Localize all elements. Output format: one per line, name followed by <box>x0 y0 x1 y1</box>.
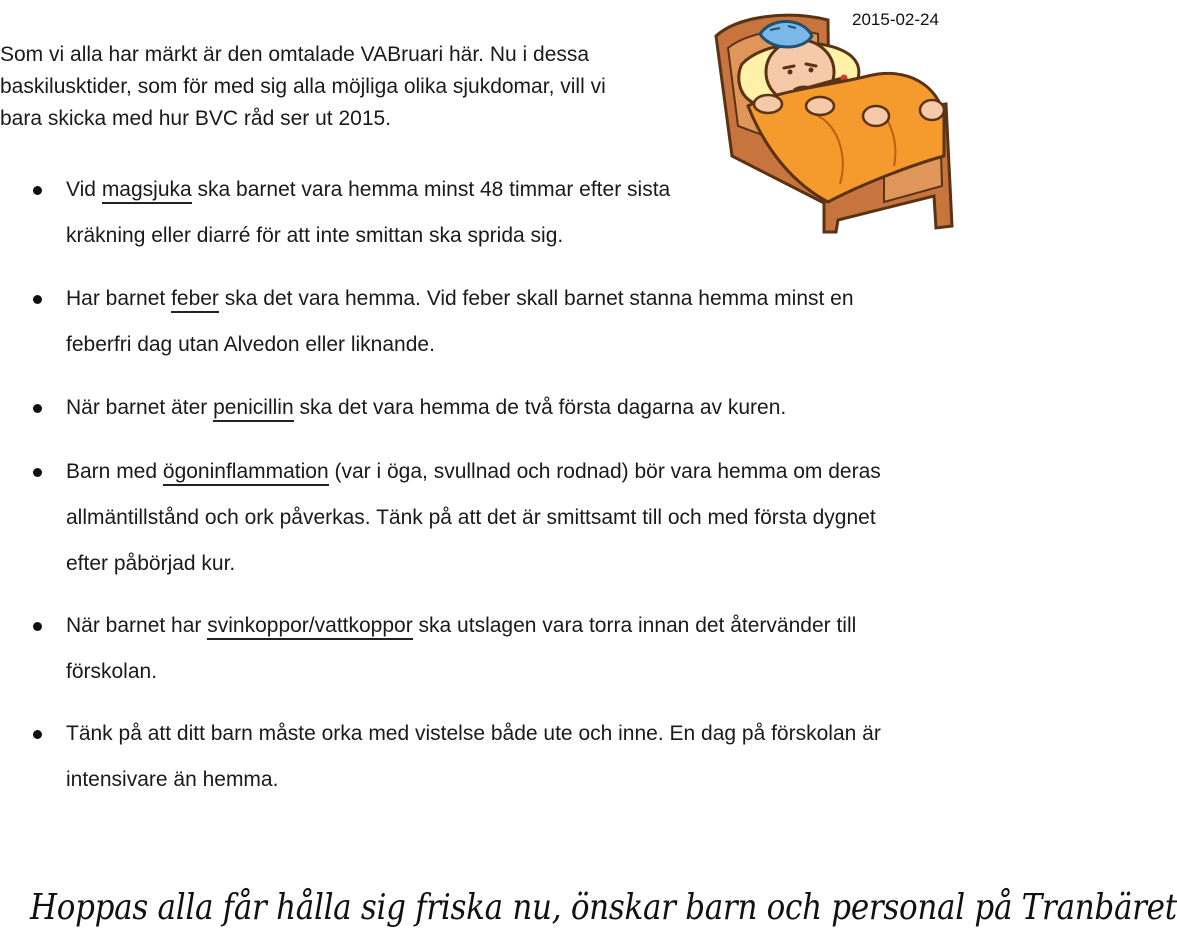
bullet-icon <box>33 404 42 413</box>
advice-list-item <box>0 385 960 431</box>
item-text: Barn med <box>66 460 163 483</box>
item-text-continued: feberfri dag utan Alvedon eller liknande. <box>66 333 435 356</box>
bullet-icon <box>33 622 42 631</box>
item-text: Vid <box>66 178 102 201</box>
bullet-icon <box>33 186 42 195</box>
advice-list-item <box>0 167 960 259</box>
advice-list-item <box>0 603 960 695</box>
document-date: 2015-02-24 <box>852 10 939 29</box>
keyword-underlined: ögoninflammation <box>163 460 329 486</box>
item-text: (var i öga, svullnad och rodnad) bör vara hemma om deras <box>328 460 881 483</box>
item-text: ska det vara hemma de två första dagarna av kuren. <box>293 396 787 419</box>
intro-line: bara skicka med hur BVC råd ser ut 2015. <box>0 107 392 130</box>
item-text: ska utslagen vara torra innan det återvänder till <box>412 614 857 637</box>
item-text-continued: förskolan. <box>66 660 158 683</box>
handwritten-signoff: Hoppas alla får hålla sig friska nu, önskar barn och personal på Tranbäret <box>30 887 1177 929</box>
intro-line: baskilusktider, som för med sig alla möjliga olika sjukdomar, vill vi <box>0 75 606 98</box>
item-text: När barnet äter <box>66 396 214 419</box>
advice-list-item <box>0 276 960 368</box>
item-text-continued: efter påbörjad kur. <box>66 552 236 575</box>
bullet-icon <box>33 730 42 739</box>
item-text: Tänk på att ditt barn måste orka med vistelse både ute och inne. En dag på förskolan är <box>66 722 881 745</box>
keyword-underlined: svinkoppor/vattkoppor <box>207 614 412 640</box>
keyword-underlined: feber <box>171 287 219 313</box>
item-text-continued: intensivare än hemma. <box>66 768 279 791</box>
item-text-continued: kräkning eller diarré för att inte smittan ska sprida sig. <box>66 224 564 247</box>
advice-list-item <box>0 711 960 803</box>
keyword-underlined: penicillin <box>213 396 294 422</box>
intro-paragraph <box>0 39 700 135</box>
item-text: ska det vara hemma. Vid feber skall barnet stanna hemma minst en <box>218 287 854 310</box>
item-text: När barnet har <box>66 614 208 637</box>
advice-list-item <box>0 449 960 587</box>
bullet-icon <box>33 468 42 477</box>
item-text: Har barnet <box>66 287 172 310</box>
item-text: ska barnet vara hemma minst 48 timmar efter sista <box>191 178 671 201</box>
intro-line: Som vi alla har märkt är den omtalade VABruari här. Nu i dessa <box>0 43 590 66</box>
item-text-continued: allmäntillstånd och ork påverkas. Tänk på att det är smittsamt till och med första dygnet <box>66 506 876 529</box>
keyword-underlined: magsjuka <box>102 178 192 204</box>
bullet-icon <box>33 295 42 304</box>
